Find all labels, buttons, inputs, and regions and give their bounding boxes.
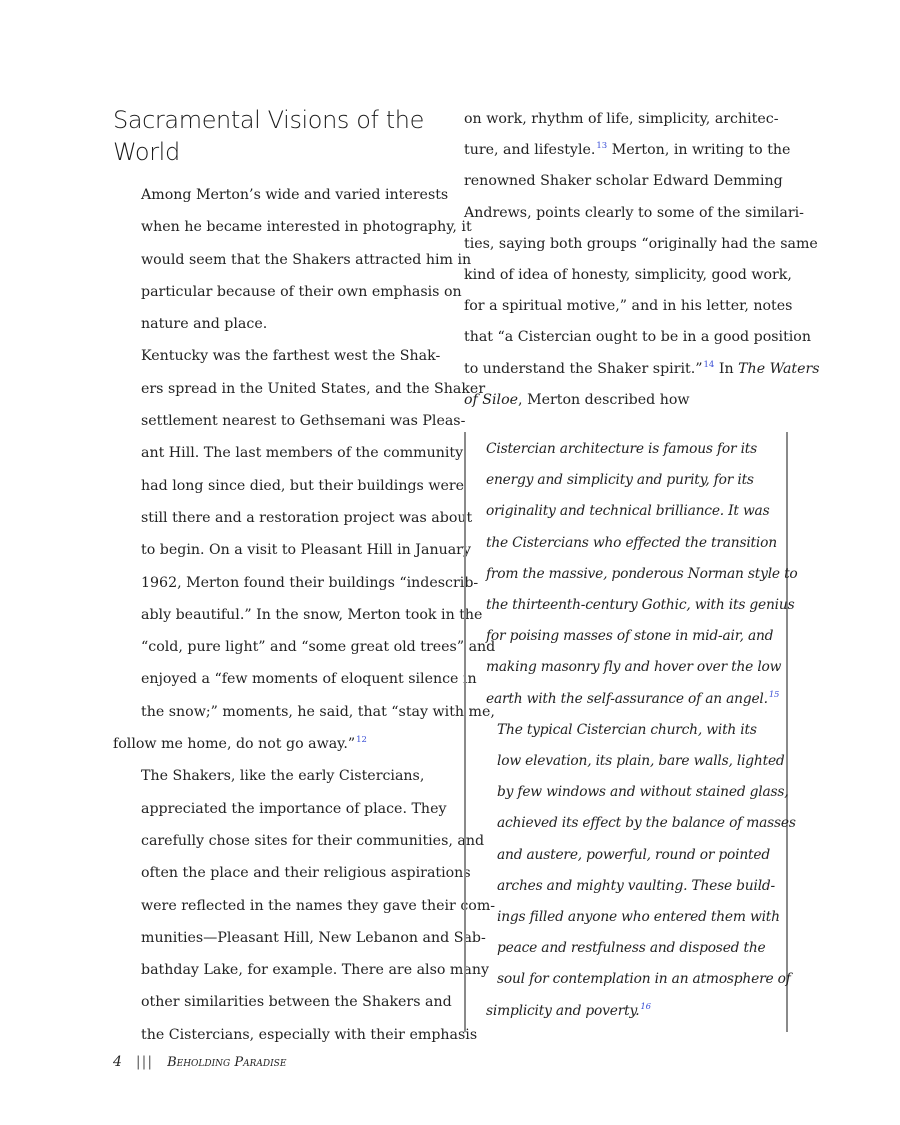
quote-line: by few windows and without stained glass, [497, 784, 789, 801]
quote-line: and austere, powerful, round or pointed [497, 846, 771, 863]
quote-line: Cistercian architecture is famous for its [486, 441, 758, 457]
text-line: for a spiritual motive,” and in his letter, notes [464, 298, 793, 315]
quote-line: the Cistercians who effected the transition [486, 534, 777, 551]
text-line: Kentucky was the farthest west the Shak- [141, 348, 441, 365]
text-line: were reflected in the names they gave their com- [141, 897, 496, 914]
text-fragment: to understand the Shaker spirit.” [464, 360, 703, 377]
quote-line: The typical Cistercian church, with its [497, 721, 757, 738]
footnote-ref-12[interactable]: 12 [356, 735, 367, 746]
text-line: nature and place. [141, 316, 268, 333]
page-number: 4 [113, 1054, 122, 1070]
text-line: ably beautiful.” In the snow, Merton took in the [141, 606, 483, 623]
text-line: Among Merton’s wide and varied interests [141, 187, 449, 203]
text-line: the snow;” moments, he said, that “stay with me, [141, 703, 495, 720]
quote-paragraph [486, 715, 796, 1027]
text-line: to begin. On a visit to Pleasant Hill in January [141, 542, 471, 559]
book-title-italic: The Waters [738, 360, 820, 377]
text-line: ers spread in the United States, and the Shaker [141, 380, 486, 397]
text-fragment: , Merton described how [518, 391, 690, 408]
quote-line: originality and technical brilliance. It was [486, 503, 770, 520]
running-book-title: Beholding Paradise [167, 1055, 287, 1070]
text-line: that “a Cistercian ought to be in a good position [464, 329, 811, 346]
text-line [464, 385, 794, 416]
text-line: follow me home, do not go away.” [113, 736, 356, 753]
footnote-ref-13[interactable]: 13 [596, 141, 608, 152]
text-line: bathday Lake, for example. There are also many [141, 962, 489, 979]
right-paragraph [464, 104, 820, 416]
quote-line: ings filled anyone who entered them with [497, 909, 780, 926]
text-line: Andrews, points clearly to some of the similari- [464, 204, 804, 221]
block-quote [464, 432, 798, 1032]
text-line [464, 135, 794, 166]
footnote-ref-16[interactable]: 16 [640, 1001, 651, 1012]
quote-line: arches and mighty vaulting. These build- [497, 877, 776, 894]
text-line: ties, saying both groups “originally had the same [464, 235, 818, 252]
text-line [464, 354, 820, 385]
quote-line: the thirteenth-century Gothic, with its genius [486, 597, 795, 614]
book-title-italic: of Siloe [464, 391, 519, 408]
text-line: when he became interested in photography, it [141, 219, 472, 236]
text-line: appreciated the importance of place. They [141, 800, 447, 817]
text-line: the Cistercians, especially with their emphasis [141, 1026, 478, 1043]
quote-line: earth with the self-assurance of an angel. [486, 690, 768, 707]
footer-separator: ||| [135, 1054, 154, 1070]
text-line: The Shakers, like the early Cistercians, [141, 768, 425, 785]
quote-line: soul for contemplation in an atmosphere of [497, 971, 791, 988]
quote-line: from the massive, ponderous Norman style to [486, 565, 798, 582]
text-line: still there and a restoration project was about [141, 509, 473, 526]
page-footer [113, 1054, 286, 1070]
right-column [464, 104, 820, 416]
text-line: often the place and their religious aspirations [141, 865, 471, 882]
text-line: particular because of their own emphasis on [141, 283, 462, 300]
body-paragraph [113, 179, 472, 340]
text-line: kind of idea of honesty, simplicity, good work, [464, 267, 792, 284]
quote-line: energy and simplicity and purity, for its [486, 472, 754, 489]
text-line: 1962, Merton found their buildings “indescrib- [141, 574, 479, 591]
quote-paragraph [486, 434, 798, 715]
text-line: renowned Shaker scholar Edward Demming [464, 173, 783, 190]
quote-line: achieved its effect by the balance of masses [497, 815, 796, 832]
text-line: “cold, pure light” and “some great old trees” and [141, 639, 496, 656]
text-line: munities—Pleasant Hill, New Lebanon and Sab- [141, 929, 486, 946]
text-line: carefully chose sites for their communities, and [141, 832, 485, 849]
quote-line: peace and restfulness and disposed the [497, 940, 766, 957]
text-fragment: Merton, in writing to the [607, 142, 791, 159]
text-line: enjoyed a “few moments of eloquent silence in [141, 671, 477, 688]
text-line: would seem that the Shakers attracted him in [141, 251, 472, 268]
quote-line: low elevation, its plain, bare walls, lighted [497, 753, 785, 770]
text-line: settlement nearest to Gethsemani was Pleas- [141, 413, 466, 430]
body-paragraph [113, 760, 496, 1051]
footnote-ref-15[interactable]: 15 [768, 689, 780, 700]
text-fragment: ture, and lifestyle. [464, 142, 596, 159]
quote-line: making masonry fly and hover over the low [486, 659, 782, 676]
text-line: on work, rhythm of life, simplicity, architec- [464, 111, 779, 127]
quote-line: simplicity and poverty. [486, 1002, 640, 1019]
section-title: Sacramental Visions of the World [113, 106, 424, 166]
text-fragment: In [714, 360, 739, 377]
quote-line: for poising masses of stone in mid-air, and [486, 628, 774, 645]
text-line: other similarities between the Shakers and [141, 994, 452, 1011]
footnote-ref-14[interactable]: 14 [703, 359, 715, 370]
text-line: had long since died, but their buildings were [141, 477, 465, 494]
text-line: ant Hill. The last members of the community [141, 445, 464, 462]
